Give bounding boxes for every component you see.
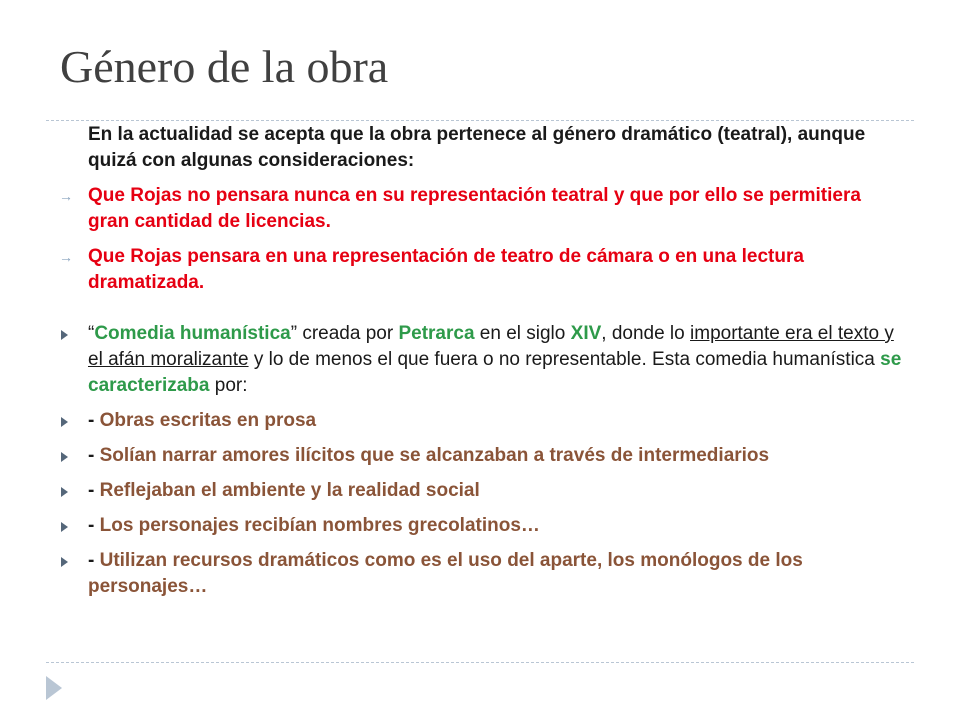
feature-item [52, 513, 902, 539]
feature-item [52, 443, 902, 469]
triangle-right-icon [46, 676, 62, 700]
feature-prefix: - [88, 410, 100, 431]
feature-text: Obras escritas en prosa [99, 410, 317, 431]
highlight-text: se caracterizaba [88, 349, 902, 396]
bottom-divider [46, 662, 914, 663]
consideration-item [52, 183, 902, 235]
arrow-right-icon: → [59, 188, 73, 204]
text-segment: , donde lo [601, 323, 691, 344]
intro-paragraph: En la actualidad se acepta que la obra pertenece al género dramático (teatral), aunque quizá con algunas consideraciones: [88, 124, 866, 171]
term-comedia-humanistica: Comedia humanística [94, 323, 291, 344]
feature-text: Utilizan recursos dramáticos como es el uso del aparte, los monólogos de los personajes… [88, 550, 803, 597]
feature-item [52, 408, 902, 434]
triangle-right-icon [61, 452, 68, 462]
feature-text: Reflejaban el ambiente y la realidad social [99, 480, 480, 501]
triangle-right-icon [61, 330, 68, 340]
slide-body [52, 122, 902, 609]
text-segment: y lo de menos el que fuera o no representable. Esta comedia humanística [248, 349, 881, 370]
quote-open: “ [88, 323, 95, 344]
consideration-text: Que Rojas pensara en una representación de teatro de cámara o en una lectura dramatizada. [88, 246, 804, 293]
underlined-text: importante era el texto y el afán moralizante [88, 323, 894, 370]
consideration-text: Que Rojas no pensara nunca en su representación teatral y que por ello se permitiera gran cantidad de licencias. [88, 185, 861, 232]
feature-text: Solían narrar amores ilícitos que se alcanzaban a través de intermediarios [99, 445, 770, 466]
triangle-right-icon [61, 522, 68, 532]
consideration-item [52, 244, 902, 296]
feature-text: Los personajes recibían nombres grecolatinos… [99, 515, 540, 536]
text-segment: en el siglo [474, 323, 571, 344]
triangle-right-icon [61, 487, 68, 497]
feature-item [52, 478, 902, 504]
feature-prefix: - [88, 515, 100, 536]
slide-title: Género de la obra [60, 41, 389, 92]
text-segment: creada por [297, 323, 399, 344]
humanistic-comedy-paragraph [52, 321, 902, 399]
feature-prefix: - [88, 550, 100, 571]
author-name: Petrarca [398, 323, 475, 344]
triangle-right-icon [61, 557, 68, 567]
triangle-right-icon [61, 417, 68, 427]
feature-item [52, 548, 902, 600]
quote-close: ” [290, 323, 298, 344]
century: XIV [570, 323, 602, 344]
text-segment: por: [209, 375, 248, 396]
feature-prefix: - [88, 445, 100, 466]
feature-prefix: - [88, 480, 100, 501]
top-divider [46, 120, 914, 121]
arrow-right-icon: → [59, 249, 73, 265]
